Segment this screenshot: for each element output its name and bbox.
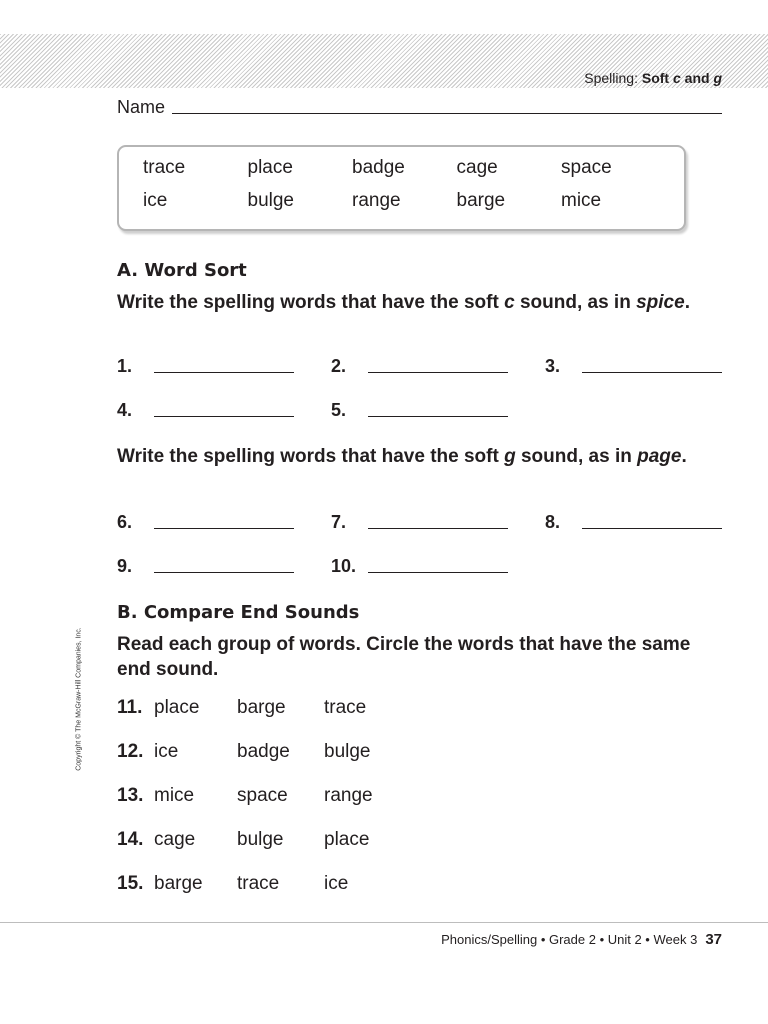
spelling-word: space [561,157,612,178]
answer-blank-10: 10. [331,556,531,580]
answer-blank-4: 4. [117,400,317,424]
answer-blank-8: 8. [545,512,745,536]
compare-word[interactable]: range [324,785,373,806]
spelling-word: barge [456,190,506,211]
answer-blank-6: 6. [117,512,317,536]
answer-blank-5: 5. [331,400,531,424]
compare-word[interactable]: badge [237,741,290,762]
compare-word[interactable]: trace [324,697,367,718]
compare-word[interactable]: ice [324,873,349,894]
compare-word[interactable]: barge [237,697,286,718]
answer-line[interactable] [368,528,508,529]
name-label: Name [117,97,166,117]
compare-row-11: 11. place barge trace [117,697,367,718]
answer-blank-9: 9. [117,556,317,580]
word-grid [143,157,666,223]
footer-divider [0,922,768,923]
page-subject-label: Spelling: Soft c and g [584,70,722,86]
instruction-soft-g: Write the spelling words that have the soft g sound, as in page. [117,446,687,467]
compare-row-13: 13. mice space range [117,785,373,806]
compare-word[interactable]: place [324,829,370,850]
compare-word[interactable]: barge [154,873,203,894]
spelling-word: place [247,157,293,178]
compare-word[interactable]: ice [154,741,179,762]
compare-row-15: 15. barge trace ice [117,873,349,894]
section-b-title: B. Compare End Sounds [117,602,360,623]
compare-word[interactable]: space [237,785,288,806]
compare-row-12: 12. ice badge bulge [117,741,371,762]
answer-line[interactable] [154,572,294,573]
instruction-compare: Read each group of words. Circle the words that have the same end sound. [117,634,691,680]
instruction-soft-c: Write the spelling words that have the soft c sound, as in spice. [117,292,690,313]
answer-blank-2: 2. [331,356,531,380]
answer-line[interactable] [368,372,508,373]
spelling-word: ice [143,190,168,211]
answer-line[interactable] [154,528,294,529]
answer-line[interactable] [368,572,508,573]
answer-line[interactable] [154,372,294,373]
answer-line[interactable] [154,416,294,417]
spelling-word: range [352,190,401,211]
page-footer [441,931,722,948]
answer-line[interactable] [582,372,722,373]
spelling-word: bulge [247,190,294,211]
answer-blank-7: 7. [331,512,531,536]
spelling-word-box [117,145,686,231]
compare-word[interactable]: cage [154,829,196,850]
answer-line[interactable] [582,528,722,529]
answer-blank-3: 3. [545,356,745,380]
answer-line[interactable] [368,416,508,417]
compare-word[interactable]: mice [154,785,195,806]
footer-label: Phonics/Spelling • Grade 2 • Unit 2 • Week 3 [441,932,698,947]
spelling-word: badge [352,157,405,178]
compare-row-14: 14. cage bulge place [117,829,370,850]
section-a-title: A. Word Sort [117,260,247,281]
name-field[interactable] [172,113,722,114]
spelling-word: cage [456,157,498,178]
name-row [117,97,722,117]
compare-word[interactable]: bulge [237,829,284,850]
compare-word[interactable]: bulge [324,741,371,762]
copyright-notice: Copyright © The McGraw-Hill Companies, Inc. [75,627,83,771]
spelling-word: trace [143,157,186,178]
page-number: 37 [705,931,722,948]
spelling-word: mice [561,190,602,211]
compare-word[interactable]: trace [237,873,280,894]
compare-word[interactable]: place [154,697,200,718]
answer-blank-1: 1. [117,356,317,380]
